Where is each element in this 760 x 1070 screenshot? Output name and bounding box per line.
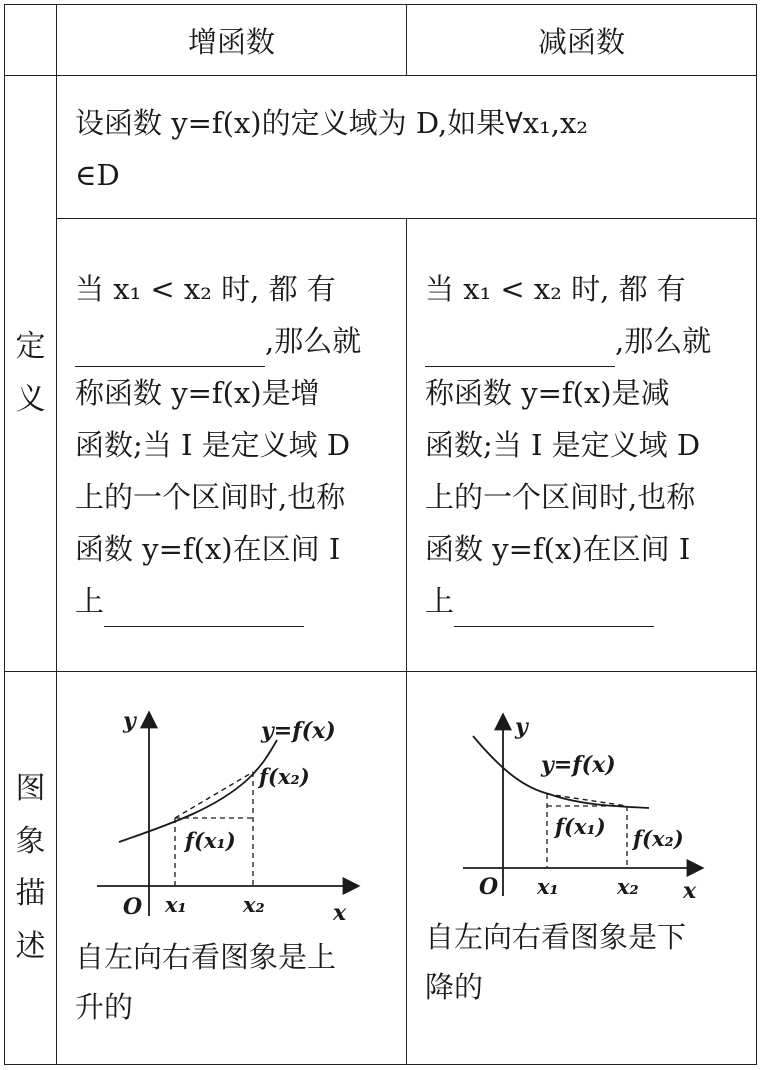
def-line: ,那么就 — [425, 315, 746, 367]
row-label-char: 描 — [15, 876, 46, 911]
decreasing-graph — [407, 672, 757, 912]
common-definition-cell — [57, 76, 757, 219]
row-label-definition — [5, 76, 57, 672]
fill-blank[interactable] — [425, 338, 615, 367]
increasing-graph-description: 自左向右看图象是上 升的 — [75, 940, 337, 1024]
def-line: 称函数 y=f(x)是增 — [75, 376, 320, 410]
row-label-char: 图 — [15, 771, 46, 806]
decreasing-graph-cell — [407, 672, 757, 1065]
origin-label: O — [123, 894, 143, 920]
def-line: 上 — [75, 575, 396, 627]
header-increasing: 增函数 — [57, 5, 407, 76]
def-line: 当 x₁ < x₂ 时, 都 有 — [75, 272, 336, 306]
fx2-label: f(x₂) — [633, 826, 684, 851]
x2-label: x₂ — [617, 874, 639, 899]
row-label-char: 象 — [15, 823, 46, 859]
decreasing-definition-cell — [407, 219, 757, 672]
def-line: 当 x₁ < x₂ 时, 都 有 — [425, 272, 686, 306]
row-label-char: 义 — [15, 381, 46, 417]
secant-line — [175, 772, 253, 818]
y-axis-label: y — [515, 714, 528, 740]
row-label-char: 述 — [15, 928, 46, 964]
monotonic-function-table — [4, 4, 757, 1065]
y-axis-label: y — [123, 708, 136, 734]
fill-blank[interactable] — [104, 598, 304, 627]
header-decreasing: 减函数 — [407, 5, 757, 76]
fill-blank[interactable] — [75, 338, 265, 367]
header-corner-cell — [5, 5, 57, 76]
common-line: 设函数 y=f(x)的定义域为 D,如果∀x₁,x₂ — [75, 106, 588, 140]
def-line: 函数 y=f(x)在区间 I — [75, 532, 341, 566]
row-label-graph — [5, 672, 57, 1065]
def-line: 称函数 y=f(x)是减 — [425, 376, 670, 410]
def-line: 上 — [425, 575, 746, 627]
def-line: ,那么就 — [75, 315, 396, 367]
secant-line — [547, 794, 627, 806]
increasing-graph-cell — [57, 672, 407, 1065]
increasing-graph — [57, 672, 407, 932]
x2-label: x₂ — [243, 892, 265, 917]
curve-label: y=f(x) — [541, 752, 616, 778]
common-line: ∈D — [75, 158, 120, 192]
decreasing-graph-description: 自左向右看图象是下 降的 — [425, 920, 687, 1004]
def-line: 函数;当 I 是定义域 D — [425, 428, 701, 462]
x1-label: x₁ — [165, 892, 187, 917]
fx2-label: f(x₂) — [259, 764, 310, 789]
def-line: 函数;当 I 是定义域 D — [75, 428, 351, 462]
def-line: 上的一个区间时,也称 — [75, 480, 346, 514]
x-axis-label: x — [333, 900, 347, 926]
x1-label: x₁ — [537, 874, 559, 899]
origin-label: O — [479, 874, 499, 900]
row-label-char: 定 — [15, 329, 46, 364]
increasing-definition-cell — [57, 219, 407, 672]
fx1-label: f(x₁) — [555, 814, 606, 839]
def-line: 上的一个区间时,也称 — [425, 480, 696, 514]
x-axis-label: x — [683, 878, 697, 904]
curve-label: y=f(x) — [261, 718, 336, 744]
fx1-label: f(x₁) — [185, 828, 236, 853]
fill-blank[interactable] — [454, 598, 654, 627]
def-line: 函数 y=f(x)在区间 I — [425, 532, 691, 566]
